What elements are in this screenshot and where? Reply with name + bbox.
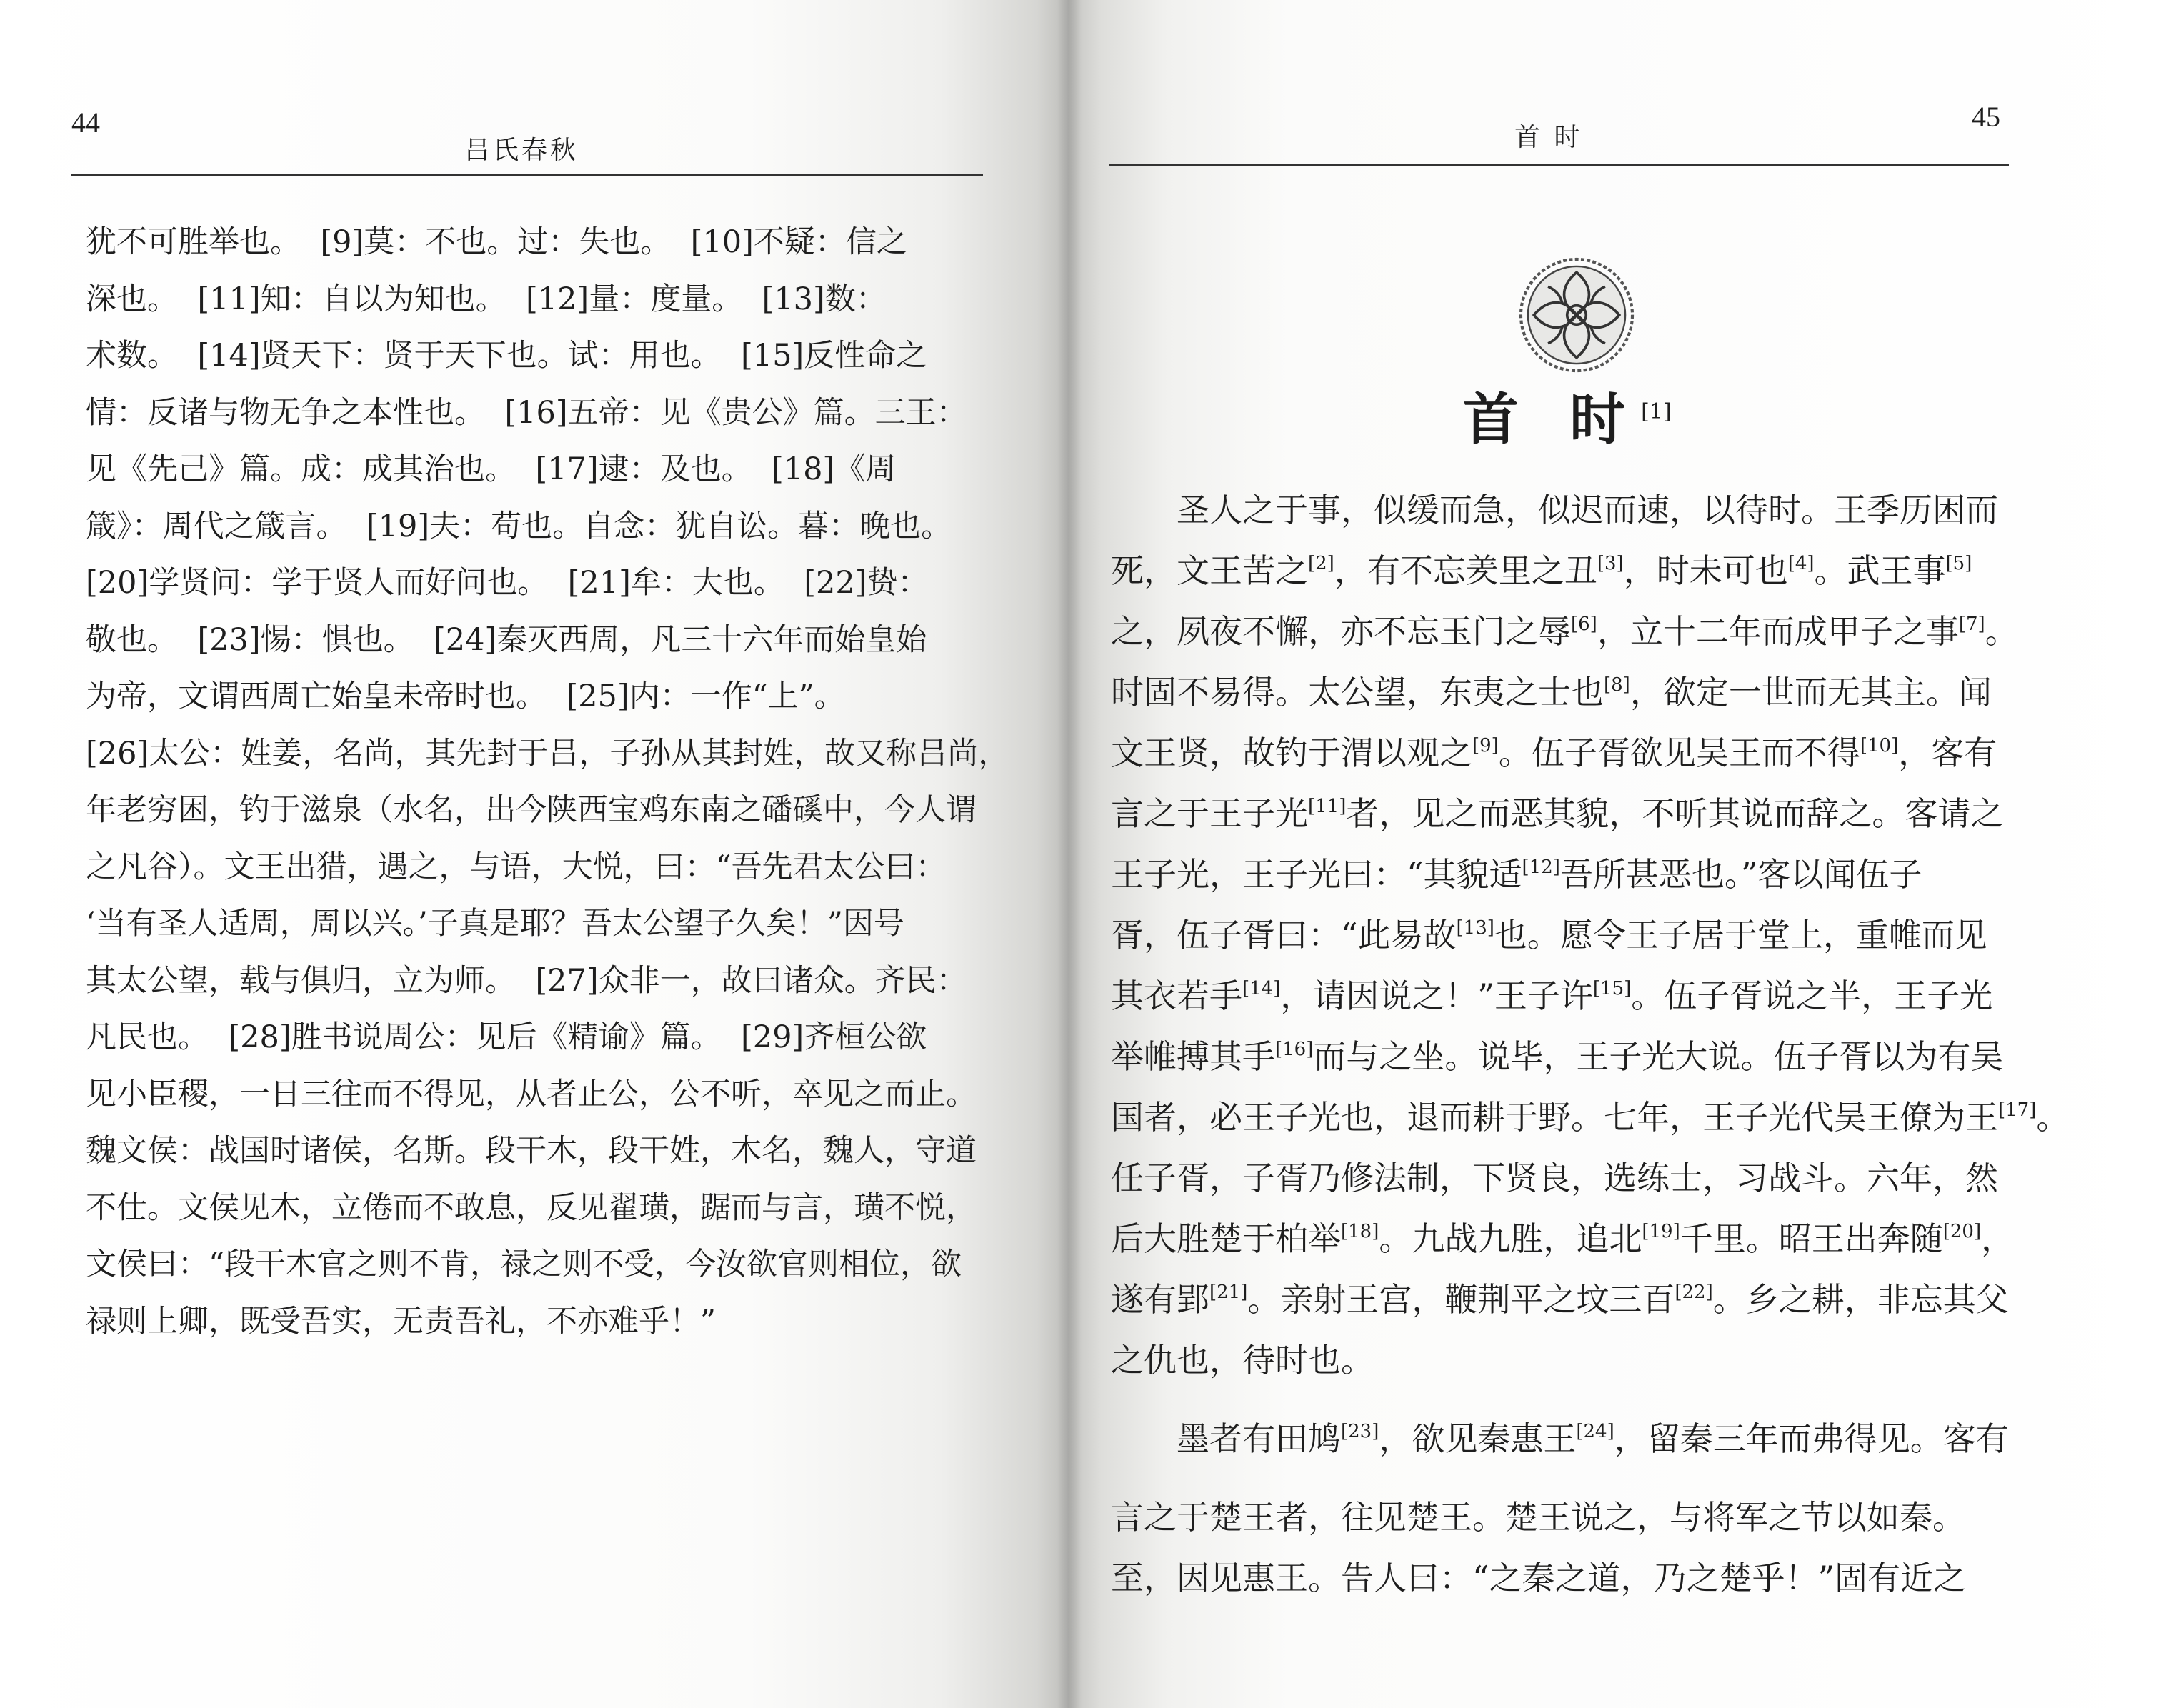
body-text: 。伍子胥欲见吴王而不得 xyxy=(1498,734,1860,772)
body-line xyxy=(1111,1269,2040,1330)
note-line: 不仕。文侯见木，立倦而不敢息，反见翟璜，踞而与言，璜不悦， xyxy=(86,1189,977,1226)
body-text: 。武王事 xyxy=(1814,551,1946,590)
left-running-head: 吕氏春秋 xyxy=(464,136,579,165)
note-line: 箴》：周代之箴言。 [19]夫：苟也。自念：犹自讼。暮：晚也。 xyxy=(86,508,952,544)
body-text: ，欲定一世而无其主。闻 xyxy=(1630,673,1992,711)
body-text: 文王贤，故钓于渭以观之 xyxy=(1111,734,1472,772)
body-line xyxy=(1111,1027,2040,1087)
note-line: 为帝，文谓西周亡始皇未帝时也。 [25]内：一作“上”。 xyxy=(86,679,845,714)
footnote-marker: [5] xyxy=(1945,553,1972,574)
right-body-text xyxy=(1111,480,2070,1609)
footnote-marker: [7] xyxy=(1958,614,1985,635)
note-line: 之凡谷）。文王出猎，遇之，与语，大悦，曰：“吾先君太公曰： xyxy=(86,849,947,885)
body-line xyxy=(1111,966,2040,1027)
footnote-marker: [12] xyxy=(1522,857,1560,878)
note-line: [26]太公：姓姜，名尚，其先封于吕，子孙从其封姓，故又称吕尚， xyxy=(86,735,1009,771)
body-text: 时固不易得。太公望，东夷之士也 xyxy=(1111,673,1604,711)
body-text: 。乡之耕，非忘其父 xyxy=(1712,1280,2009,1319)
body-text: 国者，必王子光也，退而耕于野。七年，王子光代吴王僚为王 xyxy=(1111,1098,1998,1137)
footnote-marker: [9] xyxy=(1472,735,1499,756)
note-line: 敬也。 [23]惕：惧也。 [24]秦灭西周，凡三十六年而始皇始 xyxy=(86,621,927,658)
body-text: ，留秦三年而弗得见。客有 xyxy=(1614,1419,2009,1458)
footnote-marker: [14] xyxy=(1242,978,1281,999)
body-text: ，请因说之！”王子许 xyxy=(1280,977,1593,1015)
footnote-marker: [16] xyxy=(1275,1039,1314,1060)
chapter-title-note: [1] xyxy=(1641,399,1672,424)
footnote-marker: [23] xyxy=(1341,1421,1379,1442)
body-text: 。九战九胜，追北 xyxy=(1379,1219,1642,1258)
note-line: 见《先己》篇。成：成其治也。 [17]逮：及也。 [18]《周 xyxy=(86,451,897,487)
left-page-number: 44 xyxy=(71,106,100,139)
body-line xyxy=(1111,905,2040,966)
footnote-marker: [21] xyxy=(1209,1282,1248,1303)
body-text: 至，因见惠王。告人曰：“之秦之道，乃之楚乎！”固有近之 xyxy=(1111,1559,1967,1597)
body-text: 也。愿令王子居于堂上，重帷而见 xyxy=(1494,916,1987,954)
right-header-rule xyxy=(1109,164,2009,166)
body-line xyxy=(1111,723,2040,784)
body-line xyxy=(1111,844,2040,905)
body-text: 胥，伍子胥曰：“此易故 xyxy=(1111,916,1457,954)
note-line: 深也。 [11]知：自以为知也。 [12]量：度量。 [13]数： xyxy=(86,281,887,317)
body-text: ，时未可也 xyxy=(1623,551,1788,590)
body-line xyxy=(1111,480,2040,541)
body-line xyxy=(1111,601,2040,662)
body-text: 后大胜楚于柏举 xyxy=(1111,1219,1341,1258)
note-line: 其太公望，载与俱归，立为师。 [27]众非一，故曰诸众。齐民： xyxy=(86,962,967,999)
body-text: 而与之坐。说毕，王子光大说。伍子胥以为有吴 xyxy=(1313,1037,2004,1076)
body-line xyxy=(1111,541,2040,601)
body-text: 言之于王子光 xyxy=(1111,794,1308,833)
footnote-marker: [15] xyxy=(1592,978,1632,999)
footnote-marker: [22] xyxy=(1675,1282,1713,1303)
body-text: 。伍子胥说之半，王子光 xyxy=(1631,977,1993,1015)
body-text: 任子胥，子胥乃修法制，下贤良，选练士，习战斗。六年，然 xyxy=(1111,1159,1998,1197)
body-line xyxy=(1111,1391,2040,1487)
body-text: 之仇也，待时也。 xyxy=(1111,1341,1374,1379)
body-text: ， xyxy=(1981,1219,2015,1258)
left-header-rule xyxy=(71,174,983,176)
round-floral-ornament-icon xyxy=(1517,256,1636,374)
note-line: 年老穷困，钓于滋泉（水名，出今陕西宝鸡东南之磻磎中，今人谓 xyxy=(86,792,977,828)
note-line: 禄则上卿，既受吾实，无责吾礼，不亦难乎！” xyxy=(86,1303,716,1339)
body-line xyxy=(1111,1487,2040,1548)
body-line xyxy=(1111,1548,2040,1609)
body-text: 言之于楚王者，往见楚王。楚王说之，与将军之节以如秦。 xyxy=(1111,1498,1965,1537)
body-text: ，欲见秦惠王 xyxy=(1379,1419,1577,1458)
note-line: 魏文侯：战国时诸侯，名斯。段干木，段干姓，木名，魏人，守道 xyxy=(86,1133,977,1169)
body-line xyxy=(1111,1148,2040,1209)
body-text: 千里。昭王出奔随 xyxy=(1680,1219,1943,1258)
footnote-marker: [11] xyxy=(1308,796,1347,817)
footnote-marker: [19] xyxy=(1642,1221,1680,1242)
right-running-head: 首 时 xyxy=(1514,123,1583,152)
body-text: 。 xyxy=(1985,612,2018,651)
footnote-marker: [4] xyxy=(1787,553,1815,574)
footnote-marker: [13] xyxy=(1456,917,1494,939)
body-text: 死，文王苦之 xyxy=(1111,551,1308,590)
footnote-marker: [17] xyxy=(1998,1099,2037,1121)
note-line: 术数。 [14]贤天下：贤于天下也。试：用也。 [15]反性命之 xyxy=(86,338,927,374)
footnote-marker: [8] xyxy=(1604,674,1630,696)
footnote-marker: [6] xyxy=(1571,614,1597,635)
note-line: [20]学贤问：学于贤人而好问也。 [21]牟：大也。 [22]贽： xyxy=(86,565,929,601)
book-gutter xyxy=(1057,0,1082,1708)
note-line: 文侯曰：“段干木官之则不肯，禄之则不受，今汝欲官则相位，欲 xyxy=(86,1247,962,1282)
body-line xyxy=(1111,784,2040,844)
footnote-marker: [20] xyxy=(1942,1221,1982,1242)
note-line: 情：反诸与物无争之本性也。 [16]五帝：见《贵公》篇。三王： xyxy=(86,394,967,431)
note-line: 见小臣稷，一日三往而不得见，从者止公，公不听，卒见之而止。 xyxy=(86,1076,977,1112)
body-text: ，立十二年而成甲子之事 xyxy=(1597,612,1959,651)
body-line xyxy=(1111,662,2040,723)
body-text: 者，见之而恶其貌，不听其说而辞之。客请之 xyxy=(1346,794,2004,833)
right-page-number: 45 xyxy=(1972,101,2000,133)
note-line: 犹不可胜举也。 [9]莫：不也。过：失也。 [10]不疑：信之 xyxy=(86,224,907,260)
footnote-marker: [10] xyxy=(1860,735,1899,756)
body-text: 吾所甚恶也。”客以闻伍子 xyxy=(1559,855,1922,894)
body-text: 之，夙夜不懈，亦不忘玉门之辱 xyxy=(1111,612,1571,651)
body-text: 圣人之于事，似缓而急，似迟而速，以待时。王季历困而 xyxy=(1111,491,1998,529)
chapter-title-text: 首 时 xyxy=(1463,387,1642,452)
note-line: 凡民也。 [28]胜书说周公：见后《精谕》篇。 [29]齐桓公欲 xyxy=(86,1019,927,1055)
body-line xyxy=(1111,1209,2040,1269)
footnote-marker: [18] xyxy=(1341,1221,1379,1242)
body-text: 遂有郢 xyxy=(1111,1280,1209,1319)
body-text: 墨者有田鸠 xyxy=(1111,1419,1341,1458)
footnote-marker: [2] xyxy=(1308,553,1334,574)
body-text: 王子光，王子光曰：“其貌适 xyxy=(1111,855,1522,894)
body-line xyxy=(1111,1330,2040,1391)
body-text: ，客有 xyxy=(1898,734,1997,772)
body-text: ，有不忘羑里之丑 xyxy=(1334,551,1597,590)
body-text: 。 xyxy=(2036,1098,2070,1137)
bleed-through-text xyxy=(1114,179,1142,231)
body-text: 举帷搏其手 xyxy=(1111,1037,1275,1076)
body-line xyxy=(1111,1087,2070,1148)
body-text: 其衣若手 xyxy=(1111,977,1242,1015)
chapter-title xyxy=(1463,375,1672,455)
body-text: 。亲射王宫，鞭荆平之坟三百 xyxy=(1247,1280,1675,1319)
footnote-marker: [24] xyxy=(1576,1421,1614,1442)
note-line: ‘当有圣人适周，周以兴。’子真是耶？吾太公望子久矣！”因号 xyxy=(86,906,904,942)
footnote-marker: [3] xyxy=(1597,553,1624,574)
left-notes-block xyxy=(86,214,1009,1350)
